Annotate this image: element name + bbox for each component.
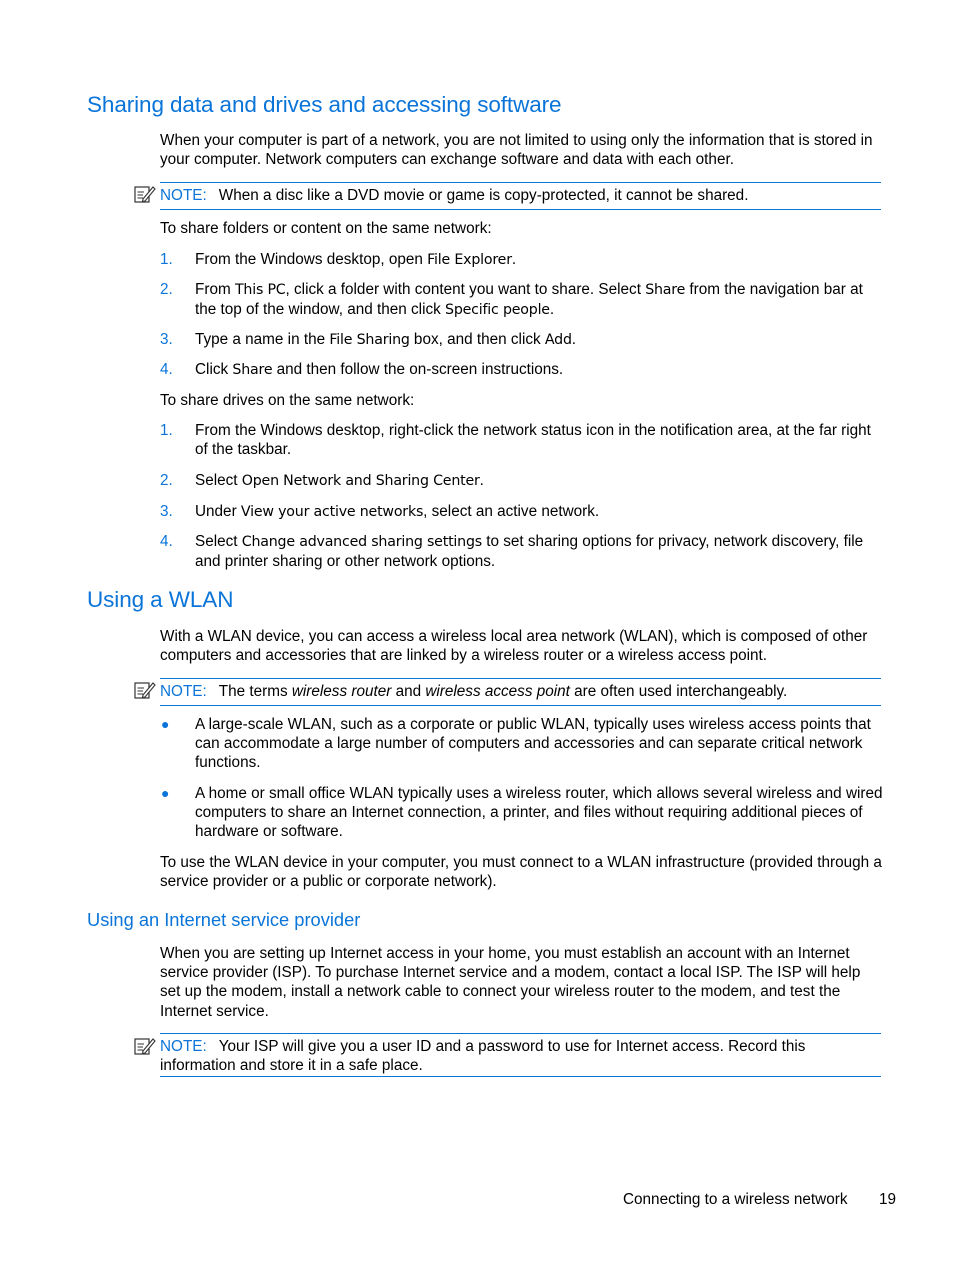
footer-title: Connecting to a wireless network <box>623 1191 848 1208</box>
step-text: Type a name in the File Sharing box, and then click Add. <box>195 331 577 348</box>
sharing-intro: When your computer is part of a network, you are not limited to using only the information that is stored in your computer. Network computers can exchange software and data with each other. <box>160 132 873 169</box>
folders-intro: To share folders or content on the same network: <box>160 220 492 237</box>
section-heading-sharing: Sharing data and drives and accessing software <box>87 92 562 117</box>
note-text: When a disc like a DVD movie or game is copy-protected, it cannot be shared. <box>218 187 749 204</box>
note-copy-protected <box>160 182 881 210</box>
note-label: NOTE: <box>160 187 207 204</box>
drives-intro: To share drives on the same network: <box>160 392 415 409</box>
note-pencil-icon <box>134 680 156 700</box>
note-label: NOTE: <box>160 683 207 700</box>
wlan-outro: To use the WLAN device in your computer, you must connect to a WLAN infrastructure (provided through a service provider or a public or corporate network). <box>160 854 882 891</box>
step-number: 4. <box>160 533 173 550</box>
bullet-text: A home or small office WLAN typically uses a wireless router, which allows several wireless and wired computers to share an Internet connection, a printer, and files without requiring additional pieces of hardware or software. <box>195 785 883 841</box>
step-number: 4. <box>160 361 173 378</box>
note-wireless-terms: NOTE: The terms wireless router and wireless access point are often used interchangeably. <box>160 678 881 706</box>
section-heading-isp: Using an Internet service provider <box>87 909 361 930</box>
step-text: From This PC, click a folder with content you want to share. Select Share from the navigation bar at the top of the window, and then click Specific people. <box>195 281 863 319</box>
step-number: 1. <box>160 251 173 268</box>
note-label: NOTE: <box>160 1038 207 1055</box>
step-number: 1. <box>160 422 173 439</box>
step-number: 2. <box>160 472 173 489</box>
note-pencil-icon <box>134 1036 156 1056</box>
note-pencil-icon <box>134 184 156 204</box>
bullet: ● <box>161 716 170 732</box>
step-number: 3. <box>160 331 173 348</box>
step-text: Click Share and then follow the on-screen instructions. <box>195 361 564 378</box>
step-text: Under View your active networks, select an active network. <box>195 503 600 520</box>
bullet: ● <box>161 785 170 801</box>
step-number: 2. <box>160 281 173 298</box>
step-text: From the Windows desktop, open File Explorer. <box>195 251 517 268</box>
step-text: Select Change advanced sharing settings to set sharing options for privacy, network discovery, file and printer sharing or other network options. <box>195 533 864 571</box>
step-number: 3. <box>160 503 173 520</box>
bullet-text: A large-scale WLAN, such as a corporate or public WLAN, typically uses wireless access points that can accommodate a large number of computers and accessories and can separate critical network functions. <box>195 716 871 772</box>
step-text: Select Open Network and Sharing Center. <box>195 472 484 489</box>
wlan-intro: With a WLAN device, you can access a wireless local area network (WLAN), which is composed of other computers and accessories that are linked by a wireless router or a wireless access point. <box>160 628 868 665</box>
note-text: Your ISP will give you a user ID and a password to use for Internet access. Record this information and store it in a safe place. <box>160 1038 806 1075</box>
step-text: From the Windows desktop, right-click the network status icon in the notification area, at the far right of the taskbar. <box>195 422 871 459</box>
page-number: 19 <box>879 1191 897 1208</box>
note-isp-userid <box>160 1033 881 1077</box>
isp-intro: When you are setting up Internet access in your home, you must establish an account with an Internet service provider (ISP). To purchase Internet service and a modem, contact a local ISP. The ISP will help set up the modem, install a network cable to connect your wireless router to the modem, and test the Internet service. <box>160 945 861 1020</box>
section-heading-wlan: Using a WLAN <box>87 587 234 612</box>
